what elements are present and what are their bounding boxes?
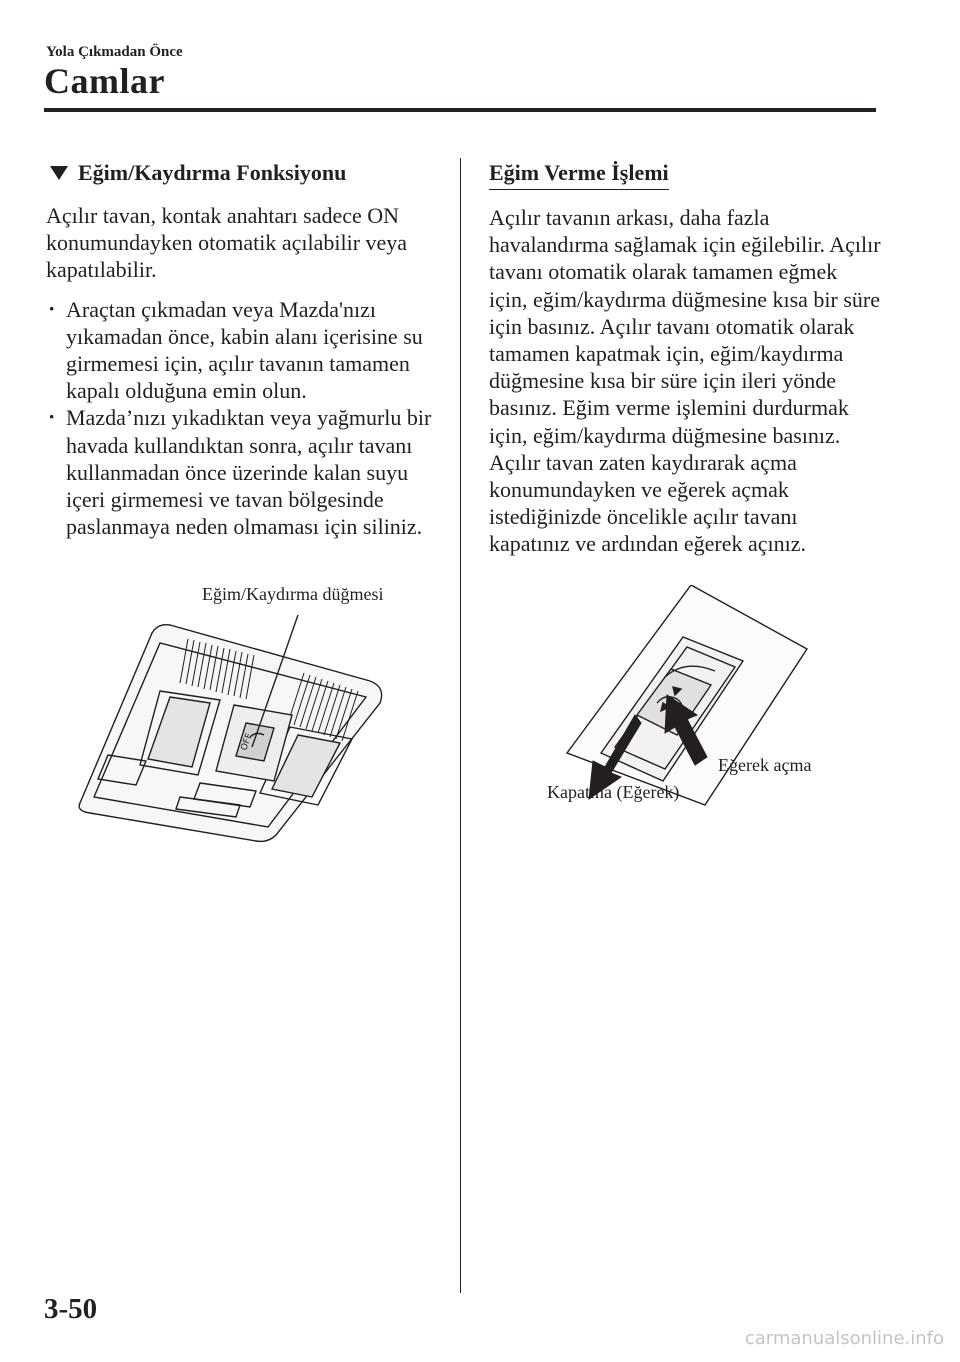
section-heading-text: Eğim/Kaydırma Fonksiyonu [78,160,347,185]
sub-heading: Eğim Verme İşlemi [489,160,669,190]
overhead-console-illustration [60,585,400,845]
intro-paragraph: Açılır tavan, kontak anahtarı sadece ON konumundayken otomatik açılabilir veya kapatılabilir. [46,203,408,283]
triangle-bullet-icon [50,166,68,180]
caution-list [46,296,436,541]
svg-text:OFF: OFF [239,732,255,753]
tilt-switch-illustration [545,585,825,815]
column-divider [460,158,461,1293]
watermark: carmanualsonline.info [744,1328,944,1349]
caution-item: · Mazda’nızı yıkadıktan veya yağmurlu bir havada kullandıktan sonra, açılır tavanı kullanmadan önce üzerinde kalan suyu içeri girmemesi ve tavan bölgesinde paslanmaya neden olmaması için siliniz. [46,404,436,540]
switch-label: Eğim/Kaydırma düğmesi [202,584,384,604]
section-heading [46,160,436,186]
section-label: Yola Çıkmadan Önce [46,44,183,60]
chapter-title: Camlar [44,61,165,101]
overhead-console-figure [60,585,400,845]
close-tilt-label: Kapatma (Eğerek) [547,782,680,802]
right-column [489,160,881,558]
open-tilt-label: Eğerek açma [718,755,812,775]
page-number: 3-50 [44,1293,98,1325]
tilt-instructions: Açılır tavanın arkası, daha fazla havalandırma sağlamak için eğilebilir. Açılır tavanı otomatik olarak tamamen eğmek için, eğim/kaydırma düğmesine kısa bir süre için basınız. Açılır tavanı otomatik olarak tamamen kapatmak için, eğim/kaydırma düğmesine kısa bir süre için ileri yönde basınız. Eğim verme işlemini durdurmak için, eğim/kaydırma düğmesine basınız. Açılır tavan zaten kaydırarak açma konumundayken ve eğerek açmak istediğinizde öncelikle açılır tavanı kapatınız ve ardından eğerek açınız. [489,205,881,557]
caution-item: · Araçtan çıkmadan veya Mazda'nızı yıkamadan önce, kabin alanı içerisine su girmemesi için, açılır tavanın tamamen kapalı olduğuna emin olun. [46,296,436,405]
left-column [46,160,436,540]
header-rule [44,108,876,112]
tilt-switch-figure [545,585,825,815]
